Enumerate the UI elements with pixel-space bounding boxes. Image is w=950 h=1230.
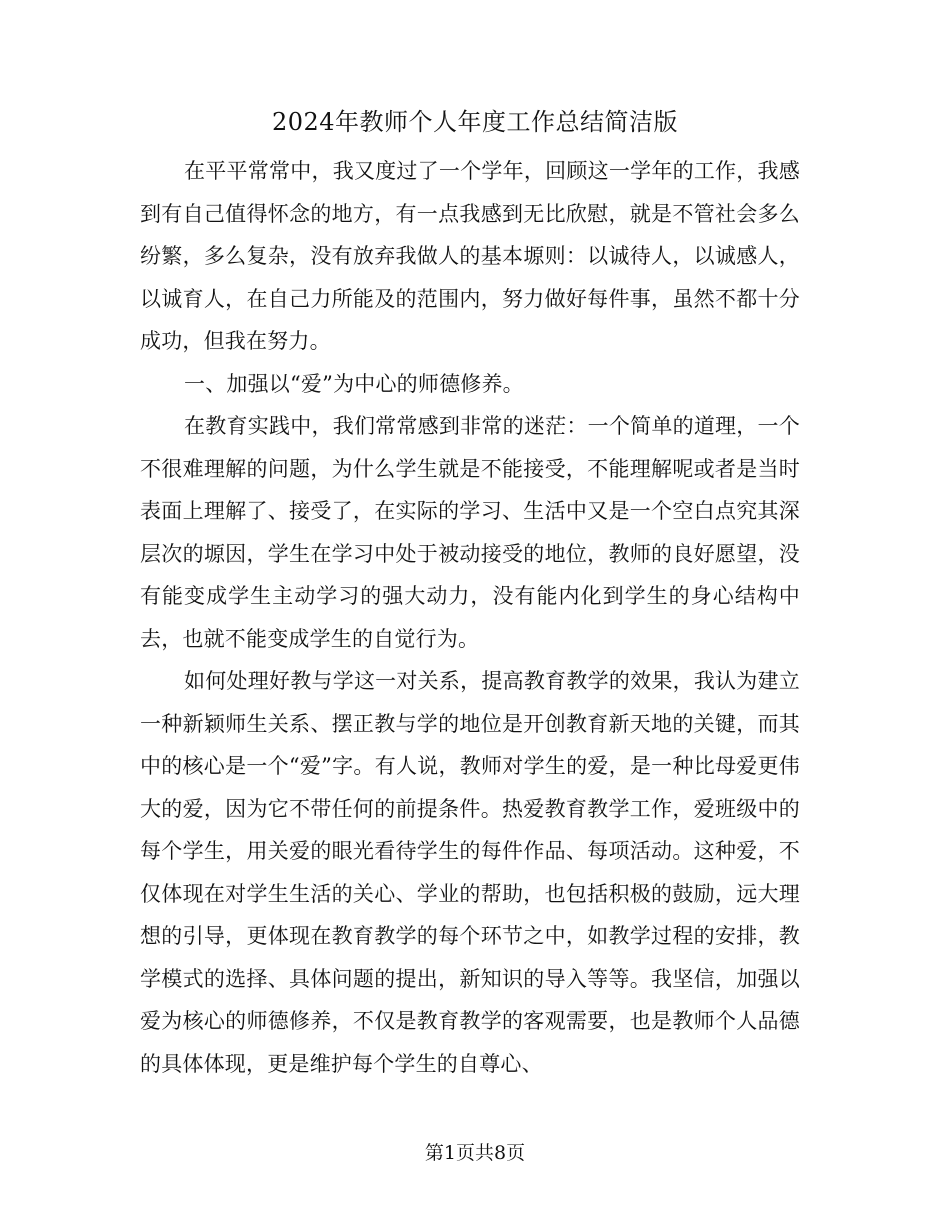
document-body xyxy=(140,150,800,1085)
page-number-footer: 第1页共8页 xyxy=(424,1142,526,1164)
paragraph-section-heading: 一、加强以“爱”为中心的师德修养。 xyxy=(184,371,524,396)
paragraph-education-practice: 在教育实践中，我们常常感到非常的迷茫：一个简单的道理，一个不很难理解的问题，为什么学生就是不能接受，不能理解呢或者是当时表面上理解了、接受了，在实际的学习、生活中又是一个空白点究其深层次的塬因，学生在学习中处于被动接受的地位，教师的良好愿望，没有能变成学生主动学习的强大动力，没有能内化到学生的身心结构中去，也就不能变成学生的自觉行为。 xyxy=(140,414,800,651)
paragraph-teacher-student-love: 如何处理好教与学这一对关系，提高教育教学的效果，我认为建立一种新颖师生关系、摆正教与学的地位是开创教育新天地的关键，而其中的核心是一个“爱”字。有人说，教师对学生的爱，是一种比母爱更伟大的爱，因为它不带任何的前提条件。热爱教育教学工作，爱班级中的每个学生，用关爱的眼光看待学生的每件作品、每项活动。这种爱，不仅体现在对学生生活的关心、学业的帮助，也包括积极的鼓励，远大理想的引导，更体现在教育教学的每个环节之中，如教学过程的安排，教学模式的选择、具体问题的提出，新知识的导入等等。我坚信，加强以爱为核心的师德修养，不仅是教育教学的客观需要，也是教师个人品德的具体体现，更是维护每个学生的自尊心、 xyxy=(140,669,800,1076)
paragraph-intro: 在平平常常中，我又度过了一个学年，回顾这一学年的工作，我感到有自己值得怀念的地方，有一点我感到无比欣慰，就是不管社会多么纷繁，多么复杂，没有放弃我做人的基本塬则：以诚待人，以诚感人，以诚育人，在自己力所能及的范围内，努力做好每件事，虽然不都十分成功，但我在努力。 xyxy=(140,159,800,353)
document-title: 2024年教师个人年度工作总结简洁版 xyxy=(271,108,679,136)
